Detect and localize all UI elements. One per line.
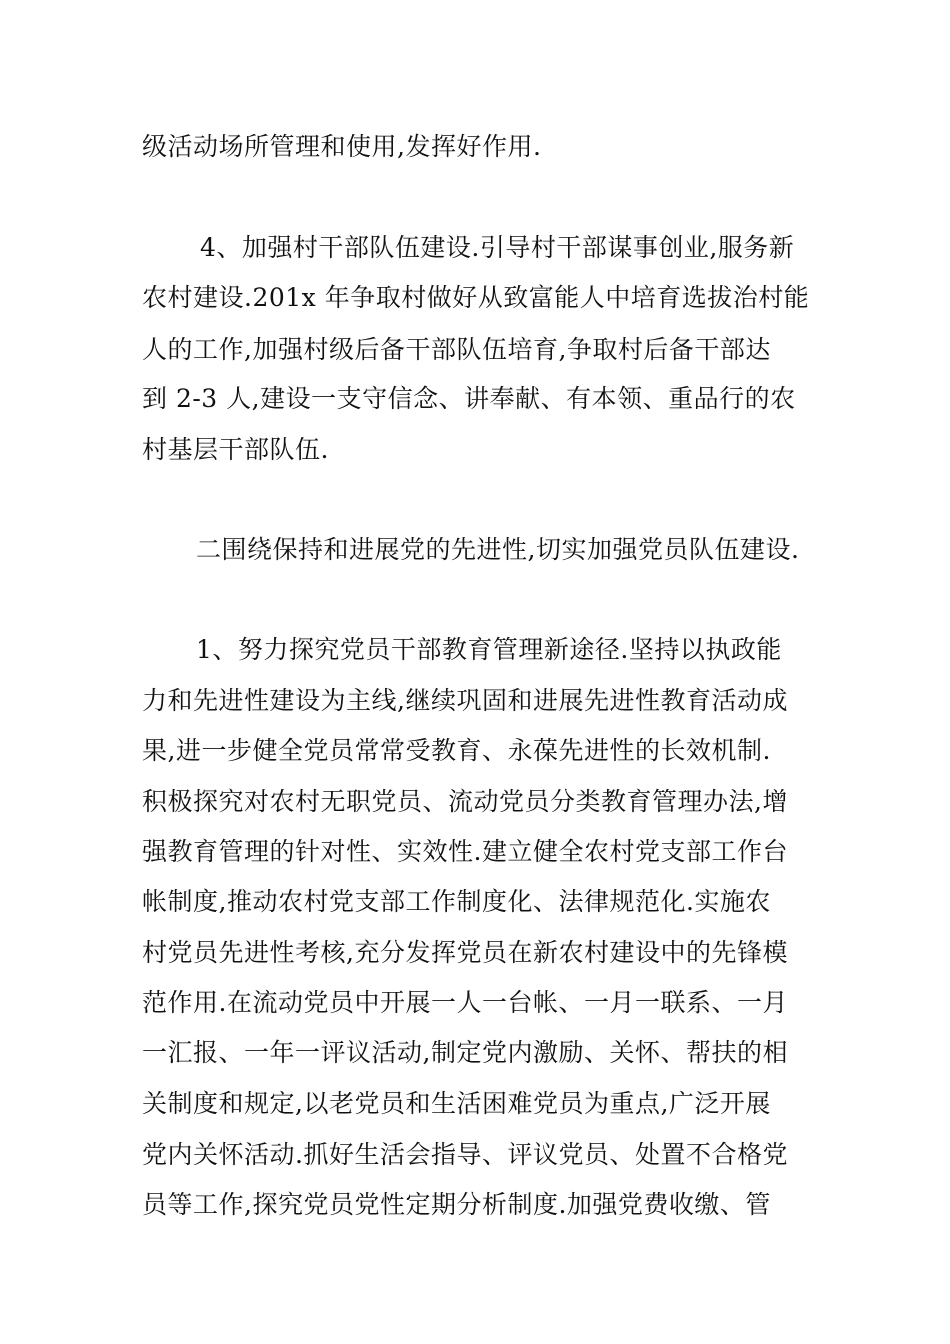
text-line: 级活动场所管理和使用,发挥好作用. (142, 132, 542, 161)
text-line: 员等工作,探究党员党性定期分析制度.加强党费收缴、管 (142, 1190, 771, 1219)
text-line: 果,进一步健全党员常常受教育、永葆先进性的长效机制. (142, 736, 771, 765)
text-line: 1、努力探究党员干部教育管理新途径.坚持以执政能 (196, 635, 782, 664)
text-line: 4、加强村干部队伍建设.引导村干部谋事创业,服务新 (200, 233, 795, 262)
section-heading: 二围绕保持和进展党的先进性,切实加强党员队伍建设. (196, 535, 800, 564)
text-line: 积极探究对农村无职党员、流动党员分类教育管理办法,增 (142, 787, 788, 816)
text-line: 关制度和规定,以老党员和生活困难党员为重点,广泛开展 (142, 1089, 771, 1118)
text-line: 范作用.在流动党员中开展一人一台帐、一月一联系、一月 (142, 988, 788, 1017)
text-line: 人的工作,加强村级后备干部队伍培育,争取村后备干部达 (142, 335, 771, 364)
text-line: 一汇报、一年一评议活动,制定党内激励、关怀、帮扶的相 (142, 1038, 788, 1067)
text-line: 党内关怀活动.抓好生活会指导、评议党员、处置不合格党 (142, 1140, 788, 1169)
text-line: 强教育管理的针对性、实效性.建立健全农村党支部工作台 (142, 837, 788, 866)
text-line: 到 2-3 人,建设一支守信念、讲奉献、有本领、重品行的农 (142, 384, 796, 413)
text-line: 农村建设.201x 年争取村做好从致富能人中培育选拔治村能 (142, 283, 810, 312)
text-line: 村基层干部队伍. (142, 435, 329, 464)
text-line: 力和先进性建设为主线,继续巩固和进展先进性教育活动成 (142, 686, 788, 715)
text-line: 村党员先进性考核,充分发挥党员在新农村建设中的先锋模 (142, 938, 788, 967)
text-line: 帐制度,推动农村党支部工作制度化、法律规范化.实施农 (142, 887, 771, 916)
